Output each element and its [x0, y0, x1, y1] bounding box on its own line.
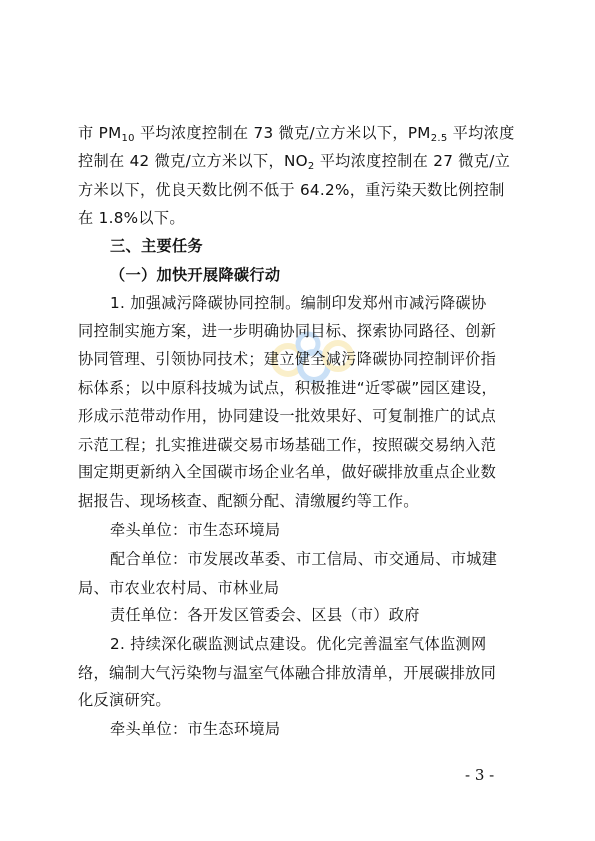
item1-line-1: 1. 加强减污降碳协同控制。编制印发郑州市减污降碳协: [110, 294, 487, 312]
lead-unit-2: 牵头单位：市生态环境局: [110, 720, 281, 738]
coop-unit-line-1: 配合单位：市发展改革委、市工信局、市交通局、市城建: [110, 550, 498, 568]
para-line-1: 市 $PM_{10}$ 平均浓度控制在 73 微克/立方米以下，$PM_{2.5}$ 平均浓度: [78, 124, 515, 144]
item1-line-6: 示范工程；扎实推进碳交易市场基础工作，按照碳交易纳入范: [78, 436, 497, 454]
para-line-2: 控制在 42 微克/立方米以下，$NO_2$ 平均浓度控制在 27 微克/立: [78, 152, 511, 172]
item2-line-1: 2. 持续深化碳监测试点建设。优化完善温室气体监测网: [110, 635, 487, 653]
subsection-heading: （一）加快开展降碳行动: [110, 266, 281, 284]
lead-unit-1: 牵头单位：市生态环境局: [110, 521, 281, 539]
item2-line-3: 化反演研究。: [78, 691, 171, 709]
para-line-3: 方米以下，优良天数比例不低于 64.2%，重污染天数比例控制: [78, 181, 505, 199]
coop-unit-line-2: 局、市农业农村局、市林业局: [78, 579, 280, 597]
item1-line-2: 同控制实施方案，进一步明确协同目标、探索协同路径、创新: [78, 322, 497, 340]
item1-line-4: 标体系；以中原科技城为试点，积极推进“近零碳”园区建设，: [78, 379, 498, 397]
page-number: - 3 -: [465, 766, 495, 784]
responsible-unit: 责任单位：各开发区管委会、区县（市）政府: [110, 606, 420, 624]
para-line-4: 在 1.8%以下。: [78, 209, 185, 227]
item1-line-8: 据报告、现场核查、配额分配、清缴履约等工作。: [78, 492, 419, 510]
item1-line-3: 协同管理、引领协同技术；建立健全减污降碳协同控制评价指: [78, 350, 497, 368]
item1-line-7: 围定期更新纳入全国碳市场企业名单，做好碳排放重点企业数: [78, 463, 497, 481]
section-heading: 三、主要任务: [110, 237, 203, 255]
item2-line-2: 络，编制大气污染物与温室气体融合排放清单，开展碳排放同: [78, 664, 497, 682]
item1-line-5: 形成示范带动作用，协同建设一批效果好、可复制推广的试点: [78, 407, 497, 425]
